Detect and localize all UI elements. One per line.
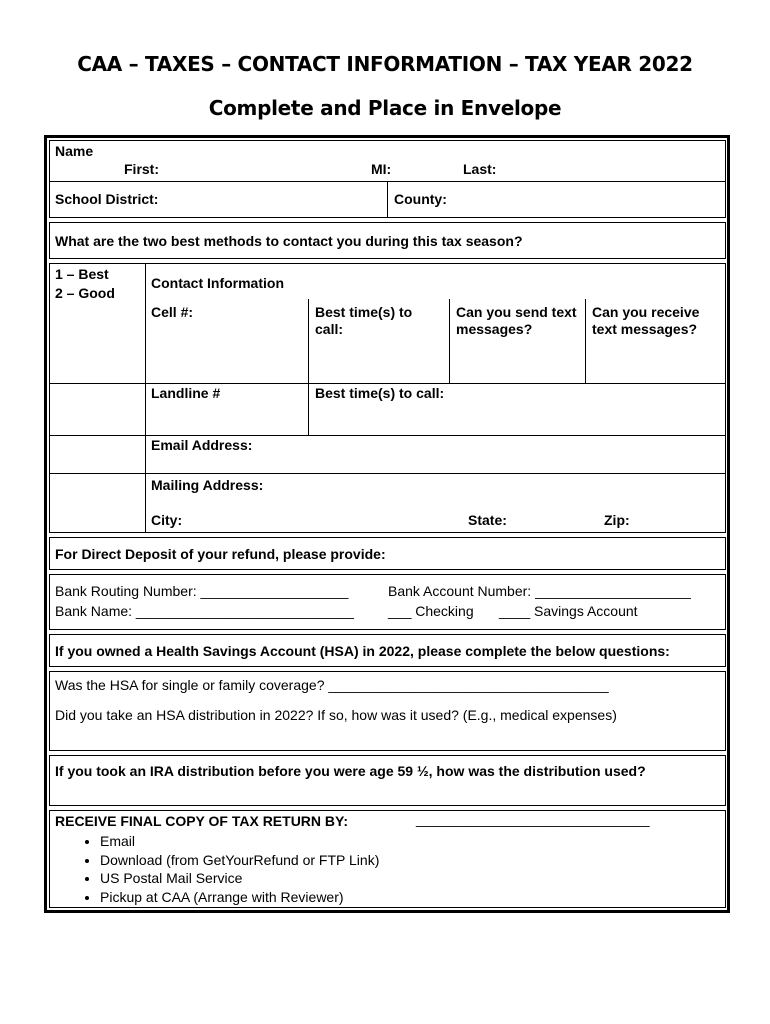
direct-deposit-header: For Direct Deposit of your refund, please provide: — [55, 546, 386, 562]
mailing-address-label[interactable]: Mailing Address: — [151, 477, 264, 493]
receive-options-list — [74, 832, 379, 906]
can-receive-text-label[interactable]: Can you receive text messages? — [592, 304, 700, 337]
hsa-header: If you owned a Health Savings Account (HSA) in 2022, please complete the below questions: — [55, 643, 670, 659]
rank-good-label: 2 – Good — [55, 285, 115, 301]
receive-option-postal-mail[interactable]: • US Postal Mail Service — [100, 869, 379, 888]
divider — [49, 473, 726, 474]
divider — [145, 263, 146, 533]
receive-option-pickup[interactable]: • Pickup at CAA (Arrange with Reviewer) — [100, 888, 379, 907]
best-times-cell-label[interactable]: Best time(s) to call: — [315, 304, 413, 337]
divider — [387, 181, 388, 218]
divider — [585, 299, 586, 383]
landline-label[interactable]: Landline # — [151, 385, 221, 401]
checking-option[interactable]: ___ Checking — [388, 603, 474, 619]
middle-initial-label[interactable]: MI: — [371, 161, 392, 177]
divider — [49, 435, 726, 436]
cell-number-label[interactable]: Cell #: — [151, 304, 194, 320]
contact-info-header: Contact Information — [151, 275, 284, 291]
last-name-label[interactable]: Last: — [463, 161, 497, 177]
account-number-field[interactable]: Bank Account Number: ____________________ — [388, 583, 691, 599]
page-title: CAA – TAXES – CONTACT INFORMATION – TAX YEAR 2022 — [77, 52, 693, 76]
contact-question: What are the two best methods to contact you during this tax season? — [55, 233, 523, 249]
receive-option-download[interactable]: • Download (from GetYourRefund or FTP Link) — [100, 851, 379, 870]
school-district-label[interactable]: School District: — [55, 191, 159, 207]
divider — [449, 299, 450, 383]
divider — [49, 383, 726, 384]
can-send-text-label[interactable]: Can you send text messages? — [456, 304, 577, 337]
state-label[interactable]: State: — [468, 512, 507, 528]
receive-option-email[interactable]: • Email — [100, 832, 379, 851]
county-label[interactable]: County: — [394, 191, 447, 207]
divider — [308, 299, 309, 435]
bank-name-field[interactable]: Bank Name: ____________________________ — [55, 603, 354, 619]
hsa-coverage-field[interactable]: Was the HSA for single or family coverage? ____________________________________ — [55, 677, 609, 693]
receive-copy-line[interactable]: ______________________________ — [416, 811, 650, 827]
best-times-landline-label[interactable]: Best time(s) to call: — [315, 385, 445, 401]
ira-question[interactable]: If you took an IRA distribution before you were age 59 ½, how was the distribution used? — [55, 763, 646, 779]
rank-best-label: 1 – Best — [55, 266, 109, 282]
hsa-distribution-field[interactable]: Did you take an HSA distribution in 2022? If so, how was it used? (E.g., medical expenses) — [55, 707, 617, 723]
name-label: Name — [55, 143, 94, 159]
savings-option[interactable]: ____ Savings Account — [499, 603, 638, 619]
routing-number-field[interactable]: Bank Routing Number: ___________________ — [55, 583, 349, 599]
receive-copy-header: RECEIVE FINAL COPY OF TAX RETURN BY: — [55, 813, 348, 829]
zip-label[interactable]: Zip: — [604, 512, 630, 528]
first-name-label[interactable]: First: — [124, 161, 159, 177]
city-label[interactable]: City: — [151, 512, 183, 528]
page-subtitle: Complete and Place in Envelope — [208, 96, 562, 120]
email-address-label[interactable]: Email Address: — [151, 437, 253, 453]
